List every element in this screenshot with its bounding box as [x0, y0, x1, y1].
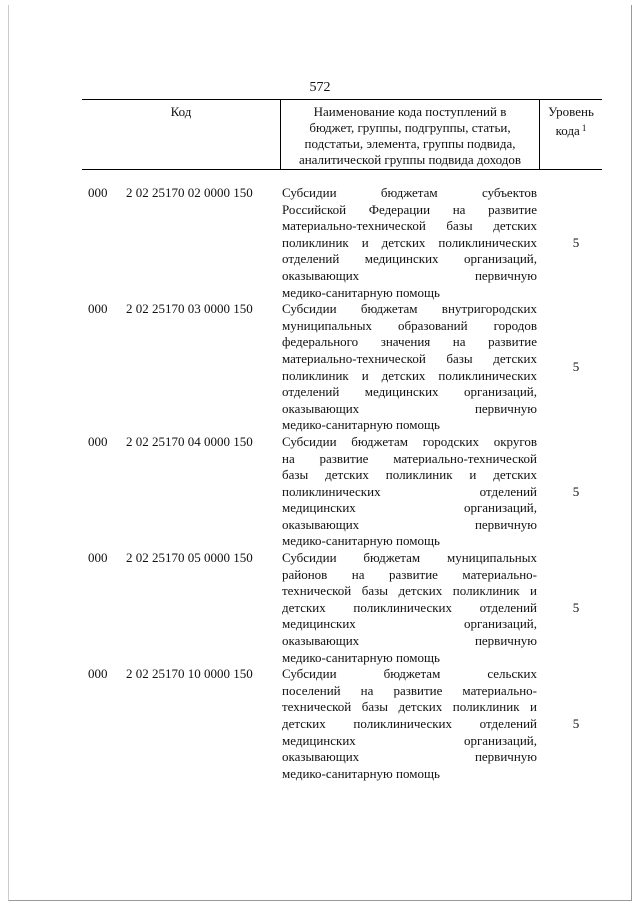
- revenue-name-line: муниципальных образований городов: [282, 317, 537, 333]
- revenue-name-line: поликлиник и детских поликлинических: [282, 234, 537, 250]
- admin-code: 000: [88, 301, 108, 317]
- revenue-name-line: медицинских организаций,: [282, 500, 537, 516]
- revenue-name-line: поликлиник и детских поликлинических: [282, 367, 537, 383]
- revenue-name-line: медицинских организаций,: [282, 732, 537, 748]
- table-row: [82, 550, 602, 666]
- table-body: [82, 185, 602, 782]
- revenue-code: 2 02 25170 10 0000 150: [126, 666, 253, 682]
- admin-code: 000: [88, 433, 108, 449]
- table-header: [82, 99, 602, 170]
- table-row: [82, 185, 602, 301]
- footnote-mark: 1: [581, 123, 587, 133]
- revenue-name-line: детских поликлинических отделений: [282, 716, 537, 731]
- revenue-name-line: федерального значения на развитие: [282, 334, 537, 350]
- revenue-name-line: оказывающих первичную: [282, 400, 537, 416]
- code-level: 5: [572, 483, 580, 499]
- table-row: [82, 301, 602, 434]
- revenue-name: [282, 185, 537, 301]
- revenue-name-line: материально-технической базы детских: [282, 350, 537, 366]
- revenue-name-line: медико-санитарную помощь: [282, 649, 440, 665]
- revenue-code: 2 02 25170 04 0000 150: [126, 433, 253, 449]
- revenue-name-line: медицинских организаций,: [282, 616, 537, 632]
- header-name: [280, 100, 540, 169]
- revenue-name-line: базы детских поликлиник и детских: [282, 467, 537, 483]
- revenue-name: [282, 434, 537, 550]
- revenue-name-line: Субсидии бюджетам внутригородских: [282, 301, 537, 317]
- revenue-name-line: Субсидии бюджетам муниципальных: [282, 550, 537, 566]
- header-name-line: бюджет, группы, подгруппы, статьи,: [309, 120, 511, 135]
- revenue-name: [282, 666, 537, 782]
- page-number: 572: [309, 80, 331, 95]
- header-name-line: Наименование кода поступлений в: [313, 104, 507, 119]
- header-level-line: кода $^1$: [555, 123, 587, 138]
- revenue-name-line: медико-санитарную помощь: [282, 284, 440, 300]
- revenue-name-line: районов на развитие материально-: [282, 566, 537, 582]
- revenue-name-line: Субсидии бюджетам городских округов: [282, 433, 537, 449]
- header-code: Код: [170, 104, 192, 119]
- revenue-name-line: на развитие материально-технической: [282, 450, 537, 466]
- revenue-name-line: оказывающих первичную: [282, 749, 537, 765]
- revenue-name-line: Субсидии бюджетам сельских: [282, 666, 537, 682]
- table-row: [82, 434, 602, 550]
- revenue-name-line: медико-санитарную помощь: [282, 417, 440, 433]
- revenue-name-line: медико-санитарную помощь: [282, 765, 440, 781]
- revenue-name-line: оказывающих первичную: [282, 267, 537, 283]
- revenue-name-line: Субсидии бюджетам субъектов: [282, 185, 537, 200]
- revenue-name-line: детских поликлинических отделений: [282, 599, 537, 615]
- revenue-name-line: поликлинических отделений: [282, 483, 537, 499]
- revenue-name-line: оказывающих первичную: [282, 516, 537, 532]
- revenue-name-line: технической базы детских поликлиник и: [282, 583, 537, 599]
- revenue-code: 2 02 25170 03 0000 150: [126, 301, 253, 317]
- revenue-name-line: технической базы детских поликлиник и: [282, 699, 537, 715]
- admin-code: 000: [88, 550, 108, 566]
- table-row: [82, 666, 602, 782]
- revenue-name-line: оказывающих первичную: [282, 633, 537, 649]
- code-level: 5: [572, 716, 580, 732]
- admin-code: 000: [88, 666, 108, 682]
- revenue-name-line: материально-технической базы детских: [282, 218, 537, 234]
- code-level: 5: [572, 359, 580, 375]
- header-level: [540, 100, 602, 169]
- revenue-code: 2 02 25170 05 0000 150: [126, 550, 253, 566]
- admin-code: 000: [88, 185, 108, 200]
- revenue-name-line: Российской Федерации на развитие: [282, 201, 537, 217]
- revenue-name: [282, 301, 537, 434]
- revenue-name-line: медико-санитарную помощь: [282, 533, 440, 549]
- header-name-line: подстатьи, элемента, группы подвида,: [304, 136, 516, 151]
- revenue-code: 2 02 25170 02 0000 150: [126, 185, 253, 200]
- header-level-line: Уровень: [548, 104, 594, 119]
- revenue-name-line: отделений медицинских организаций,: [282, 384, 537, 400]
- revenue-name: [282, 550, 537, 666]
- code-level: 5: [572, 599, 580, 615]
- revenue-name-line: поселений на развитие материально-: [282, 682, 537, 698]
- code-level: 5: [572, 234, 580, 250]
- header-name-line: аналитической группы подвида доходов: [298, 152, 522, 167]
- revenue-name-line: отделений медицинских организаций,: [282, 251, 537, 267]
